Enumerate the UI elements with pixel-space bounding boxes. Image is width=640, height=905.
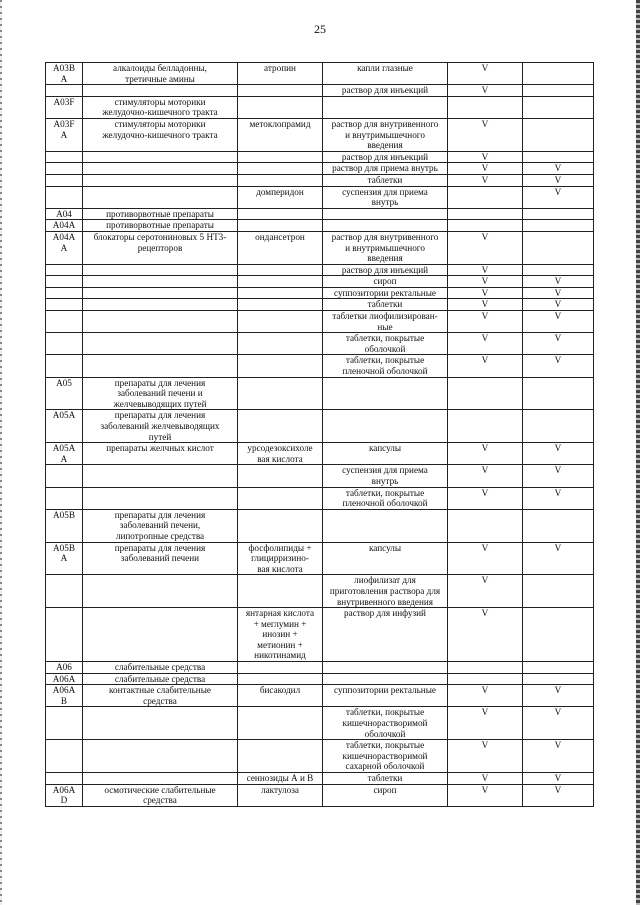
dosage-form-cell [323, 410, 448, 443]
table-row [46, 231, 594, 264]
drug-name-cell: бисакодил [238, 685, 323, 707]
atc-code-cell [46, 333, 83, 355]
drug-name-cell [238, 163, 323, 175]
check-col-2-cell [523, 673, 594, 685]
check-col-2-cell [523, 220, 594, 232]
check-col-1-cell: V [448, 231, 523, 264]
table-row [46, 151, 594, 163]
drug-name-cell [238, 96, 323, 118]
drug-name-cell [238, 575, 323, 608]
atc-group-name-cell [83, 311, 238, 333]
check-col-1-cell: V [448, 118, 523, 151]
drug-table [45, 62, 594, 807]
atc-code-cell: A03F [46, 96, 83, 118]
table-row [46, 208, 594, 220]
dosage-form-cell: таблетки, покрытые пленочной оболочкой [323, 355, 448, 377]
atc-group-name-cell: блокаторы серотониновых 5 HT3- рецепторов [83, 231, 238, 264]
check-col-2-cell: V [523, 163, 594, 175]
atc-code-cell: A05B A [46, 542, 83, 575]
check-col-1-cell [448, 509, 523, 542]
drug-name-cell [238, 377, 323, 410]
dosage-form-cell: таблетки, покрытые кишечнорастворимой сахарной оболочкой [323, 740, 448, 773]
atc-code-cell [46, 465, 83, 487]
table-row [46, 673, 594, 685]
dosage-form-cell: капсулы [323, 443, 448, 465]
dosage-form-cell [323, 509, 448, 542]
check-col-2-cell [523, 118, 594, 151]
atc-group-name-cell [83, 465, 238, 487]
check-col-1-cell [448, 186, 523, 208]
atc-code-cell [46, 299, 83, 311]
dosage-form-cell: раствор для инфузий [323, 608, 448, 662]
check-col-1-cell: V [448, 443, 523, 465]
drug-table-body [46, 63, 594, 807]
check-col-2-cell [523, 509, 594, 542]
atc-group-name-cell [83, 355, 238, 377]
table-row [46, 465, 594, 487]
check-col-2-cell: V [523, 174, 594, 186]
check-col-2-cell: V [523, 465, 594, 487]
check-col-1-cell: V [448, 575, 523, 608]
table-row [46, 542, 594, 575]
check-col-2-cell [523, 608, 594, 662]
drug-name-cell [238, 410, 323, 443]
table-row [46, 509, 594, 542]
atc-code-cell [46, 186, 83, 208]
table-row [46, 163, 594, 175]
check-col-2-cell: V [523, 287, 594, 299]
drug-name-cell [238, 85, 323, 97]
check-col-1-cell [448, 208, 523, 220]
check-col-1-cell: V [448, 151, 523, 163]
table-row [46, 96, 594, 118]
check-col-1-cell: V [448, 264, 523, 276]
dosage-form-cell: таблетки, покрытые пленочной оболочкой [323, 487, 448, 509]
dosage-form-cell: суппозитории ректальные [323, 685, 448, 707]
check-col-1-cell [448, 662, 523, 674]
check-col-2-cell: V [523, 333, 594, 355]
drug-name-cell [238, 662, 323, 674]
drug-name-cell [238, 673, 323, 685]
dosage-form-cell: суппозитории ректальные [323, 287, 448, 299]
check-col-2-cell: V [523, 542, 594, 575]
drug-name-cell [238, 333, 323, 355]
check-col-1-cell: V [448, 63, 523, 85]
dosage-form-cell: таблетки [323, 773, 448, 785]
dosage-form-cell: раствор для внутривенного и внутримышечного введения [323, 231, 448, 264]
check-col-2-cell [523, 410, 594, 443]
dosage-form-cell: сироп [323, 784, 448, 806]
table-row [46, 333, 594, 355]
atc-code-cell [46, 85, 83, 97]
drug-name-cell [238, 208, 323, 220]
scan-edge-left [0, 0, 2, 905]
drug-name-cell [238, 707, 323, 740]
check-col-2-cell [523, 264, 594, 276]
atc-code-cell: A04A [46, 220, 83, 232]
atc-code-cell [46, 740, 83, 773]
dosage-form-cell: капли глазные [323, 63, 448, 85]
table-row [46, 784, 594, 806]
dosage-form-cell: раствор для инъекций [323, 151, 448, 163]
atc-code-cell: A06 [46, 662, 83, 674]
table-row [46, 63, 594, 85]
atc-code-cell: A06A [46, 673, 83, 685]
table-row [46, 575, 594, 608]
atc-code-cell: A05 [46, 377, 83, 410]
atc-group-name-cell [83, 575, 238, 608]
check-col-2-cell: V [523, 186, 594, 208]
atc-code-cell [46, 151, 83, 163]
drug-name-cell [238, 276, 323, 288]
dosage-form-cell [323, 662, 448, 674]
atc-code-cell: A05B [46, 509, 83, 542]
atc-code-cell: A04 [46, 208, 83, 220]
table-row [46, 773, 594, 785]
atc-group-name-cell: стимуляторы моторики желудочно-кишечного тракта [83, 118, 238, 151]
dosage-form-cell [323, 220, 448, 232]
atc-group-name-cell [83, 299, 238, 311]
check-col-1-cell: V [448, 784, 523, 806]
atc-group-name-cell: противорвотные препараты [83, 208, 238, 220]
table-row [46, 299, 594, 311]
table-row [46, 662, 594, 674]
table-row [46, 487, 594, 509]
table-row [46, 85, 594, 97]
check-col-2-cell [523, 575, 594, 608]
table-row [46, 276, 594, 288]
atc-code-cell [46, 773, 83, 785]
atc-group-name-cell [83, 276, 238, 288]
check-col-1-cell: V [448, 163, 523, 175]
dosage-form-cell: таблетки [323, 299, 448, 311]
check-col-2-cell: V [523, 311, 594, 333]
drug-name-cell: урсодезоксихоле вая кислота [238, 443, 323, 465]
atc-group-name-cell [83, 487, 238, 509]
table-row [46, 377, 594, 410]
dosage-form-cell: раствор для инъекций [323, 264, 448, 276]
atc-group-name-cell: стимуляторы моторики желудочно-кишечного тракта [83, 96, 238, 118]
table-row [46, 608, 594, 662]
dosage-form-cell: сироп [323, 276, 448, 288]
check-col-2-cell [523, 63, 594, 85]
drug-name-cell: ондансетрон [238, 231, 323, 264]
atc-code-cell [46, 264, 83, 276]
atc-group-name-cell: препараты для лечения заболеваний печени, липотропные средства [83, 509, 238, 542]
atc-group-name-cell [83, 85, 238, 97]
atc-group-name-cell [83, 707, 238, 740]
drug-name-cell [238, 151, 323, 163]
check-col-2-cell [523, 377, 594, 410]
dosage-form-cell: таблетки [323, 174, 448, 186]
atc-group-name-cell: препараты для лечения заболеваний печени [83, 542, 238, 575]
check-col-1-cell: V [448, 487, 523, 509]
drug-name-cell: фосфолипиды + глицирризино- вая кислота [238, 542, 323, 575]
atc-group-name-cell: слабительные средства [83, 662, 238, 674]
drug-name-cell [238, 220, 323, 232]
atc-group-name-cell [83, 264, 238, 276]
dosage-form-cell: раствор для приема внутрь [323, 163, 448, 175]
check-col-1-cell: V [448, 707, 523, 740]
atc-group-name-cell [83, 163, 238, 175]
drug-name-cell: атропин [238, 63, 323, 85]
check-col-1-cell: V [448, 773, 523, 785]
atc-code-cell [46, 276, 83, 288]
check-col-2-cell: V [523, 773, 594, 785]
atc-code-cell: A06A D [46, 784, 83, 806]
check-col-2-cell: V [523, 299, 594, 311]
drug-name-cell: янтарная кислота + меглумин + инозин + метионин + никотинамид [238, 608, 323, 662]
dosage-form-cell: раствор для инъекций [323, 85, 448, 97]
drug-name-cell [238, 487, 323, 509]
drug-name-cell [238, 465, 323, 487]
dosage-form-cell: капсулы [323, 542, 448, 575]
check-col-1-cell: V [448, 311, 523, 333]
atc-code-cell [46, 355, 83, 377]
dosage-form-cell [323, 673, 448, 685]
atc-group-name-cell [83, 174, 238, 186]
check-col-1-cell: V [448, 85, 523, 97]
check-col-1-cell [448, 377, 523, 410]
atc-group-name-cell [83, 151, 238, 163]
check-col-1-cell: V [448, 276, 523, 288]
check-col-1-cell: V [448, 299, 523, 311]
table-row [46, 685, 594, 707]
drug-name-cell [238, 311, 323, 333]
drug-name-cell [238, 264, 323, 276]
atc-code-cell [46, 487, 83, 509]
check-col-1-cell: V [448, 740, 523, 773]
atc-code-cell [46, 174, 83, 186]
atc-group-name-cell [83, 773, 238, 785]
atc-code-cell: A06A B [46, 685, 83, 707]
table-row [46, 220, 594, 232]
check-col-2-cell: V [523, 487, 594, 509]
check-col-2-cell: V [523, 784, 594, 806]
page-number: 25 [314, 22, 326, 36]
atc-group-name-cell: осмотические слабительные средства [83, 784, 238, 806]
check-col-1-cell: V [448, 608, 523, 662]
table-row [46, 355, 594, 377]
atc-code-cell: A05A A [46, 443, 83, 465]
table-row [46, 311, 594, 333]
dosage-form-cell: таблетки лиофилизирован- ные [323, 311, 448, 333]
drug-name-cell [238, 287, 323, 299]
drug-name-cell [238, 509, 323, 542]
check-col-1-cell [448, 673, 523, 685]
drug-name-cell [238, 355, 323, 377]
drug-name-cell [238, 740, 323, 773]
check-col-2-cell [523, 208, 594, 220]
atc-code-cell [46, 608, 83, 662]
atc-group-name-cell [83, 608, 238, 662]
check-col-1-cell: V [448, 465, 523, 487]
atc-group-name-cell [83, 333, 238, 355]
atc-code-cell [46, 311, 83, 333]
check-col-2-cell: V [523, 740, 594, 773]
drug-name-cell: лактулоза [238, 784, 323, 806]
check-col-1-cell [448, 410, 523, 443]
check-col-2-cell [523, 151, 594, 163]
check-col-1-cell: V [448, 174, 523, 186]
atc-code-cell [46, 575, 83, 608]
check-col-2-cell: V [523, 707, 594, 740]
atc-group-name-cell: слабительные средства [83, 673, 238, 685]
dosage-form-cell: лиофилизат для приготовления раствора для внутривенного введения [323, 575, 448, 608]
table-row [46, 740, 594, 773]
atc-code-cell [46, 163, 83, 175]
table-row [46, 410, 594, 443]
check-col-2-cell [523, 662, 594, 674]
dosage-form-cell [323, 377, 448, 410]
atc-group-name-cell [83, 287, 238, 299]
atc-code-cell [46, 287, 83, 299]
dosage-form-cell: таблетки, покрытые оболочкой [323, 333, 448, 355]
dosage-form-cell: суспензия для приема внутрь [323, 465, 448, 487]
atc-code-cell: A05A [46, 410, 83, 443]
atc-group-name-cell: алкалоиды белладонны, третичные амины [83, 63, 238, 85]
table-row [46, 118, 594, 151]
atc-code-cell: A04A A [46, 231, 83, 264]
dosage-form-cell [323, 96, 448, 118]
atc-code-cell: A03F A [46, 118, 83, 151]
dosage-form-cell: суспензия для приема внутрь [323, 186, 448, 208]
atc-code-cell [46, 707, 83, 740]
atc-group-name-cell: препараты для лечения заболеваний печени и желчевыводящих путей [83, 377, 238, 410]
table-row [46, 186, 594, 208]
check-col-1-cell: V [448, 333, 523, 355]
dosage-form-cell: таблетки, покрытые кишечнорастворимой оболочкой [323, 707, 448, 740]
atc-group-name-cell: препараты для лечения заболеваний желчевыводящих путей [83, 410, 238, 443]
check-col-2-cell [523, 231, 594, 264]
dosage-form-cell [323, 208, 448, 220]
drug-name-cell [238, 299, 323, 311]
dosage-form-cell: раствор для внутривенного и внутримышечного введения [323, 118, 448, 151]
drug-name-cell: домперидон [238, 186, 323, 208]
drug-name-cell [238, 174, 323, 186]
check-col-2-cell: V [523, 443, 594, 465]
table-row [46, 264, 594, 276]
check-col-1-cell: V [448, 287, 523, 299]
atc-group-name-cell: препараты желчных кислот [83, 443, 238, 465]
check-col-1-cell [448, 96, 523, 118]
check-col-2-cell: V [523, 685, 594, 707]
check-col-2-cell: V [523, 276, 594, 288]
atc-group-name-cell [83, 186, 238, 208]
check-col-1-cell: V [448, 542, 523, 575]
check-col-1-cell: V [448, 685, 523, 707]
table-row [46, 707, 594, 740]
drug-name-cell: сеннозиды А и В [238, 773, 323, 785]
atc-group-name-cell: противорвотные препараты [83, 220, 238, 232]
drug-name-cell: метоклопрамид [238, 118, 323, 151]
check-col-1-cell [448, 220, 523, 232]
check-col-2-cell [523, 96, 594, 118]
check-col-1-cell: V [448, 355, 523, 377]
atc-code-cell: A03B A [46, 63, 83, 85]
scan-edge-right [636, 0, 640, 905]
atc-group-name-cell [83, 740, 238, 773]
check-col-2-cell: V [523, 355, 594, 377]
table-row [46, 174, 594, 186]
check-col-2-cell [523, 85, 594, 97]
table-row [46, 443, 594, 465]
table-row [46, 287, 594, 299]
atc-group-name-cell: контактные слабительные средства [83, 685, 238, 707]
